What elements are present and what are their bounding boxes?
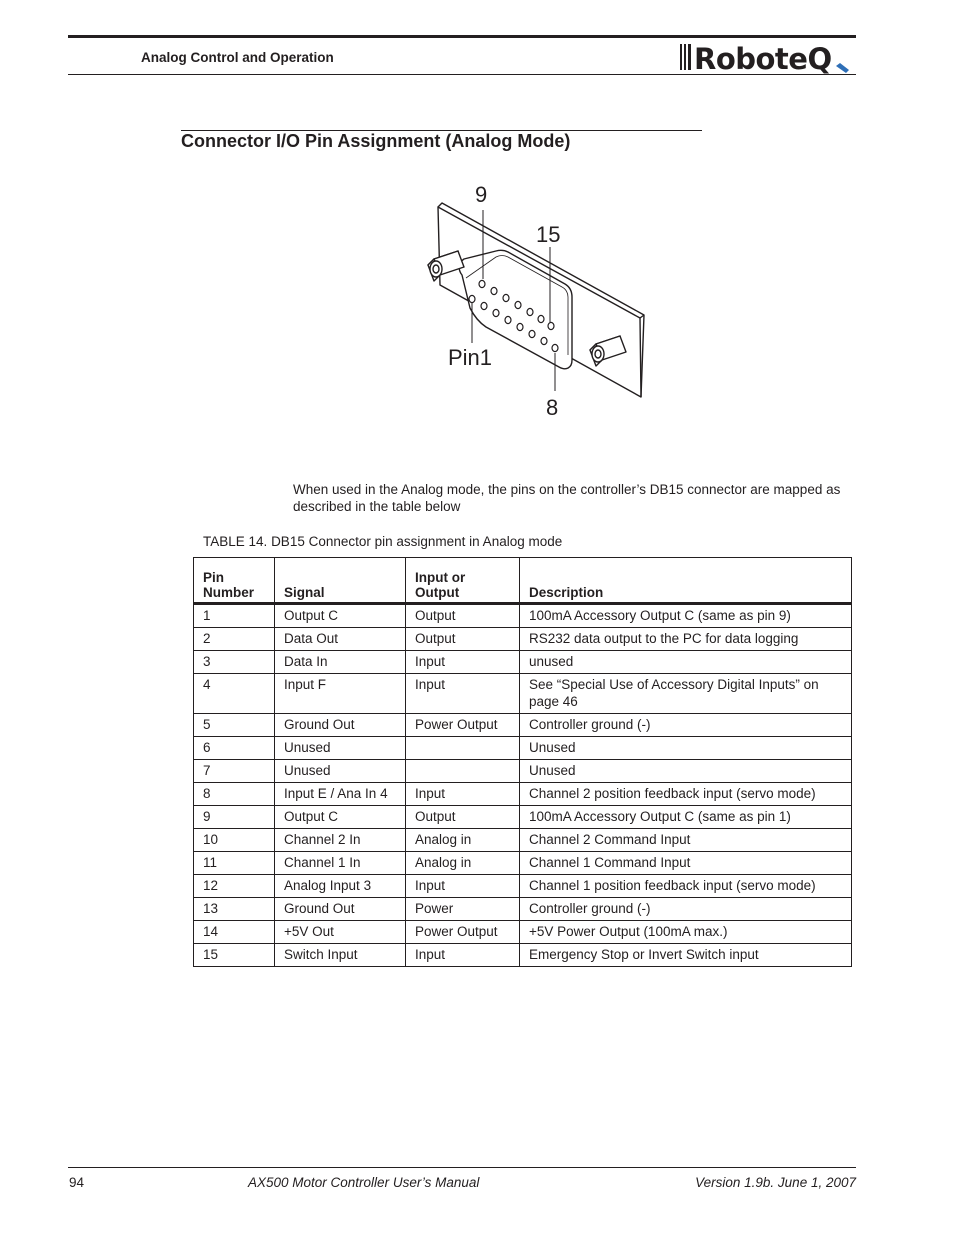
logo-wordmark: RoboteQ — [694, 42, 832, 74]
description-cell: 100mA Accessory Output C (same as pin 1) — [520, 806, 852, 829]
table-row — [194, 852, 852, 875]
pin-assignment-table — [193, 557, 852, 967]
pin-label-pin1: Pin1 — [448, 345, 493, 370]
pin-cell: 5 — [194, 714, 275, 737]
section-heading: Connector I/O Pin Assignment (Analog Mode) — [181, 131, 571, 151]
roboteq-logo — [680, 40, 856, 74]
io-cell: Power — [406, 898, 520, 921]
pin-cell: 3 — [194, 651, 275, 674]
table-row — [194, 760, 852, 783]
pin-cell: 15 — [194, 944, 275, 967]
column-header-io: Input or Output — [406, 558, 520, 604]
description-cell: Emergency Stop or Invert Switch input — [520, 944, 852, 967]
description-cell: Channel 1 Command Input — [520, 852, 852, 875]
pin-cell: 6 — [194, 737, 275, 760]
io-cell: Input — [406, 674, 520, 714]
signal-cell: Channel 2 In — [275, 829, 406, 852]
signal-cell: Channel 1 In — [275, 852, 406, 875]
header-top-rule — [68, 35, 856, 38]
signal-cell: Ground Out — [275, 714, 406, 737]
table-caption-number: TABLE 14. — [203, 534, 268, 549]
io-cell: Analog in — [406, 852, 520, 875]
description-cell: 100mA Accessory Output C (same as pin 9) — [520, 604, 852, 628]
io-cell: Input — [406, 944, 520, 967]
column-header-signal: Signal — [275, 558, 406, 604]
db15-connector-diagram — [400, 175, 700, 425]
intro-paragraph: When used in the Analog mode, the pins on the controller’s DB15 connector are mapped as described in the table below — [293, 482, 841, 514]
io-cell: Input — [406, 875, 520, 898]
table-row — [194, 604, 852, 628]
table-row — [194, 674, 852, 714]
description-cell: Unused — [520, 737, 852, 760]
pin-cell: 12 — [194, 875, 275, 898]
pin-cell: 11 — [194, 852, 275, 875]
description-cell: Channel 2 position feedback input (servo mode) — [520, 783, 852, 806]
signal-cell: Unused — [275, 760, 406, 783]
table-row — [194, 875, 852, 898]
signal-cell: Ground Out — [275, 898, 406, 921]
signal-cell: Unused — [275, 737, 406, 760]
table-row — [194, 783, 852, 806]
table-row — [194, 829, 852, 852]
version-info: Version 1.9b. June 1, 2007 — [695, 1175, 856, 1190]
pin-cell: 8 — [194, 783, 275, 806]
table-row — [194, 944, 852, 967]
table-row — [194, 921, 852, 944]
table-header-row — [194, 558, 852, 604]
table-row — [194, 651, 852, 674]
signal-cell: +5V Out — [275, 921, 406, 944]
io-cell: Power Output — [406, 921, 520, 944]
pin-cell: 13 — [194, 898, 275, 921]
signal-cell: Output C — [275, 604, 406, 628]
description-cell: Channel 2 Command Input — [520, 829, 852, 852]
pin-cell: 4 — [194, 674, 275, 714]
io-cell: Output — [406, 806, 520, 829]
table-body — [194, 604, 852, 967]
header-bottom-rule — [68, 74, 856, 75]
pin-cell: 2 — [194, 628, 275, 651]
signal-cell: Input E / Ana In 4 — [275, 783, 406, 806]
pin-cell: 7 — [194, 760, 275, 783]
io-cell: Input — [406, 651, 520, 674]
pin-cell: 10 — [194, 829, 275, 852]
page-number: 94 — [69, 1175, 85, 1190]
io-cell: Power Output — [406, 714, 520, 737]
description-cell: RS232 data output to the PC for data logging — [520, 628, 852, 651]
pin-label-8: 8 — [546, 395, 559, 420]
pin-cell: 14 — [194, 921, 275, 944]
io-cell: Input — [406, 783, 520, 806]
section-label: Analog Control and Operation — [141, 50, 334, 65]
io-cell: Output — [406, 604, 520, 628]
description-cell: Channel 1 position feedback input (servo mode) — [520, 875, 852, 898]
io-cell — [406, 737, 520, 760]
signal-cell: Switch Input — [275, 944, 406, 967]
column-header-pin: Pin Number — [194, 558, 275, 604]
signal-cell: Data In — [275, 651, 406, 674]
signal-cell: Analog Input 3 — [275, 875, 406, 898]
manual-title: AX500 Motor Controller User’s Manual — [248, 1175, 480, 1190]
table-row — [194, 628, 852, 651]
table-row — [194, 806, 852, 829]
table-caption-text: DB15 Connector pin assignment in Analog mode — [271, 534, 563, 549]
io-cell: Analog in — [406, 829, 520, 852]
table-row — [194, 714, 852, 737]
description-cell: Controller ground (-) — [520, 898, 852, 921]
pin-cell: 1 — [194, 604, 275, 628]
signal-cell: Data Out — [275, 628, 406, 651]
description-cell: unused — [520, 651, 852, 674]
column-header-description: Description — [520, 558, 852, 604]
table-row — [194, 898, 852, 921]
io-cell: Output — [406, 628, 520, 651]
footer-rule — [68, 1167, 856, 1168]
pin-label-15: 15 — [536, 222, 561, 247]
description-cell: +5V Power Output (100mA max.) — [520, 921, 852, 944]
io-cell — [406, 760, 520, 783]
signal-cell: Input F — [275, 674, 406, 714]
table-row — [194, 737, 852, 760]
table-caption — [203, 534, 562, 549]
signal-cell: Output C — [275, 806, 406, 829]
description-cell: See “Special Use of Accessory Digital Inputs” on page 46 — [520, 674, 852, 714]
pin-cell: 9 — [194, 806, 275, 829]
description-cell: Unused — [520, 760, 852, 783]
pin-label-9: 9 — [475, 182, 488, 207]
description-cell: Controller ground (-) — [520, 714, 852, 737]
